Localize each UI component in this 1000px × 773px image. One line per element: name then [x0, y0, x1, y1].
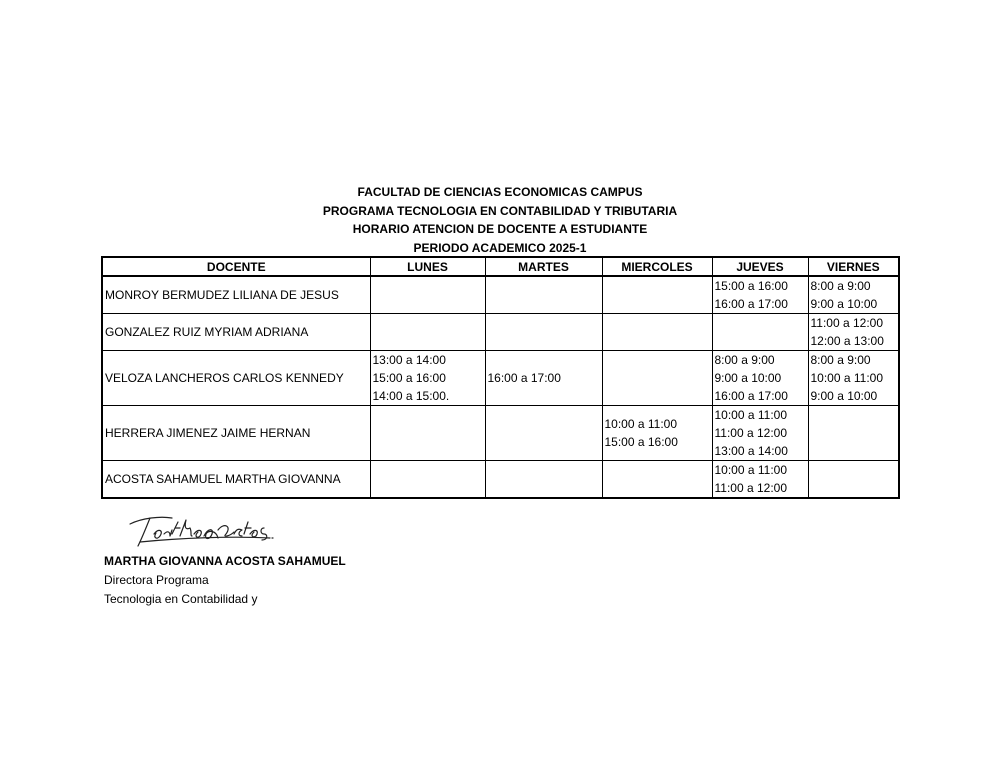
column-header-docente: DOCENTE: [102, 257, 370, 276]
lunes-cell: [370, 351, 485, 406]
time-slot: 9:00 a 10:00: [810, 389, 878, 403]
martes-cell: [485, 461, 602, 499]
viernes-cell: [808, 406, 899, 461]
jueves-cell: [712, 314, 808, 351]
time-slot: 9:00 a 10:00: [810, 297, 878, 311]
viernes-cell: [808, 351, 899, 406]
faculty-title: FACULTAD DE CIENCIAS ECONOMICAS CAMPUS: [357, 185, 643, 199]
jueves-cell: [712, 406, 808, 461]
docente-cell: HERRERA JIMENEZ JAIME HERNAN: [102, 406, 370, 461]
signer-block: [104, 552, 346, 609]
miercoles-cell: [602, 314, 712, 351]
docente-cell: MONROY BERMUDEZ LILIANA DE JESUS: [102, 276, 370, 314]
time-slot: 13:00 a 14:00: [372, 353, 446, 367]
column-header-miercoles: MIERCOLES: [602, 257, 712, 276]
miercoles-cell: [602, 406, 712, 461]
signer-program: Tecnologia en Contabilidad y: [104, 592, 258, 606]
table-row: [102, 461, 899, 499]
martes-cell: [485, 276, 602, 314]
time-slot: 13:00 a 14:00: [714, 444, 788, 458]
schedule-table: [101, 256, 900, 499]
miercoles-cell: [602, 276, 712, 314]
jueves-cell: [712, 276, 808, 314]
time-slot: 15:00 a 16:00: [604, 435, 678, 449]
document-header: [0, 183, 1000, 257]
handwritten-signature-icon: [120, 508, 310, 550]
time-slot: 9:00 a 10:00: [714, 371, 782, 385]
time-slot: 10:00 a 11:00: [604, 417, 678, 431]
time-slot: 15:00 a 16:00: [714, 279, 788, 293]
column-header-jueves: JUEVES: [712, 257, 808, 276]
time-slot: 8:00 a 9:00: [714, 353, 775, 367]
schedule-title: HORARIO ATENCION DE DOCENTE A ESTUDIANTE: [352, 222, 648, 236]
time-slot: 8:00 a 9:00: [810, 353, 871, 367]
martes-cell: [485, 406, 602, 461]
martes-cell: [485, 351, 602, 406]
signer-name: MARTHA GIOVANNA ACOSTA SAHAMUEL: [104, 554, 346, 568]
time-slot: 8:00 a 9:00: [810, 279, 871, 293]
signer-role: Directora Programa: [104, 573, 209, 587]
time-slot: 15:00 a 16:00: [372, 371, 446, 385]
jueves-cell: [712, 461, 808, 499]
time-slot: 10:00 a 11:00: [810, 371, 884, 385]
martes-cell: [485, 314, 602, 351]
viernes-cell: [808, 276, 899, 314]
schedule-body: [102, 276, 899, 498]
lunes-cell: [370, 276, 485, 314]
docente-cell: GONZALEZ RUIZ MYRIAM ADRIANA: [102, 314, 370, 351]
academic-period: PERIODO ACADEMICO 2025-1: [413, 240, 587, 255]
time-slot: 11:00 a 12:00: [810, 316, 884, 330]
docente-cell: VELOZA LANCHEROS CARLOS KENNEDY: [102, 351, 370, 406]
table-row: [102, 314, 899, 351]
column-header-martes: MARTES: [485, 257, 602, 276]
viernes-cell: [808, 314, 899, 351]
column-header-lunes: LUNES: [370, 257, 485, 276]
time-slot: 16:00 a 17:00: [714, 297, 788, 311]
table-row: [102, 276, 899, 314]
time-slot: 11:00 a 12:00: [714, 481, 788, 495]
lunes-cell: [370, 461, 485, 499]
time-slot: 16:00 a 17:00: [487, 371, 561, 385]
table-row: [102, 406, 899, 461]
time-slot: 10:00 a 11:00: [714, 463, 788, 477]
table-row: [102, 351, 899, 406]
time-slot: 10:00 a 11:00: [714, 408, 788, 422]
viernes-cell: [808, 461, 899, 499]
time-slot: 11:00 a 12:00: [714, 426, 788, 440]
miercoles-cell: [602, 461, 712, 499]
program-title: PROGRAMA TECNOLOGIA EN CONTABILIDAD Y TRIBUTARIA: [322, 203, 678, 218]
table-header-row: [102, 257, 899, 276]
docente-cell: ACOSTA SAHAMUEL MARTHA GIOVANNA: [102, 461, 370, 499]
jueves-cell: [712, 351, 808, 406]
time-slot: 12:00 a 13:00: [810, 334, 884, 348]
column-header-viernes: VIERNES: [808, 257, 899, 276]
lunes-cell: [370, 406, 485, 461]
lunes-cell: [370, 314, 485, 351]
time-slot: 16:00 a 17:00: [714, 389, 788, 403]
time-slot: 14:00 a 15:00.: [372, 389, 450, 403]
signature-image: [120, 508, 310, 555]
miercoles-cell: [602, 351, 712, 406]
